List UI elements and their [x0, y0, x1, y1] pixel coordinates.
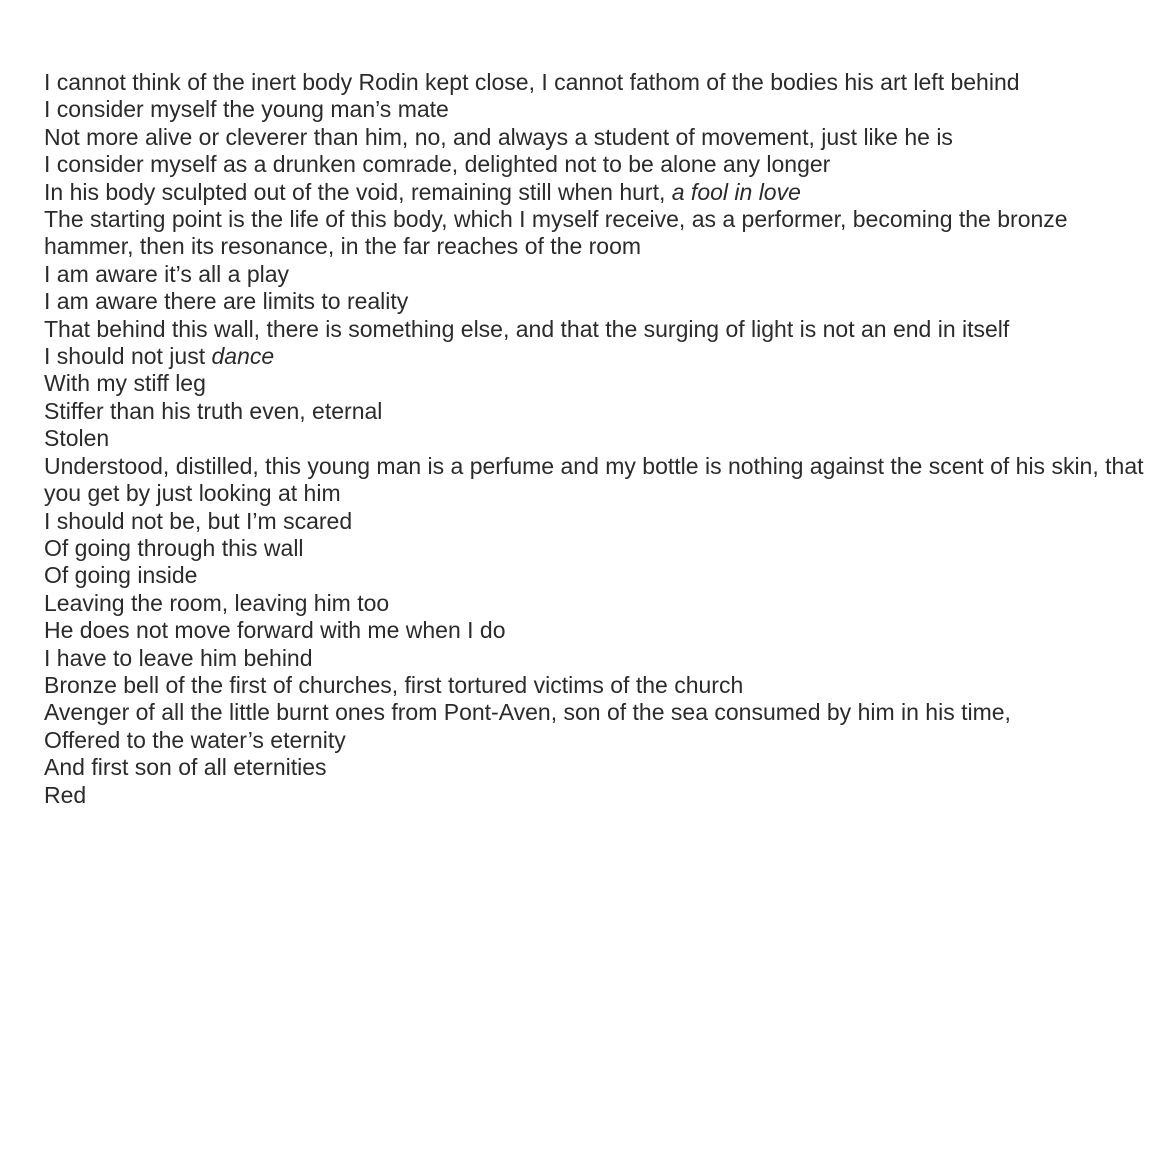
- poem-line: I am aware it’s all a play: [44, 260, 290, 287]
- poem-line: Leaving the room, leaving him too: [44, 589, 390, 616]
- poem-line: With my stiff leg: [44, 370, 206, 397]
- poem-line-emphasis: dance: [211, 343, 275, 370]
- poem-line: That behind this wall, there is something else, and that the surging of light is not an end in itself: [44, 315, 1010, 342]
- poem-line: Of going through this wall: [44, 534, 304, 561]
- poem-line: [44, 179, 1144, 206]
- poem-line-emphasis: a fool in love: [671, 178, 801, 205]
- poem-line-text: I should not just: [44, 343, 212, 370]
- poem-line: Avenger of all the little burnt ones from Pont-Aven, son of the sea consumed by him in his time,: [44, 699, 1011, 726]
- poem-text-block: [44, 69, 1144, 809]
- poem-line: Bronze bell of the first of churches, first tortured victims of the church: [44, 671, 744, 698]
- poem-line: I cannot think of the inert body Rodin kept close, I cannot fathom of the bodies his art left behind: [44, 69, 1020, 95]
- poem-line-text: In his body sculpted out of the void, remaining still when hurt,: [44, 178, 672, 205]
- poem-line: I consider myself the young man’s mate: [44, 96, 449, 123]
- poem-line: He does not move forward with me when I do: [44, 617, 506, 644]
- poem-line: Stolen: [44, 425, 110, 452]
- poem-line: Not more alive or cleverer than him, no, and always a student of movement, just like he is: [44, 123, 953, 150]
- poem-line: Stiffer than his truth even, eternal: [44, 397, 383, 424]
- poem-line: I am aware there are limits to reality: [44, 288, 409, 315]
- poem-line: Offered to the water’s eternity: [44, 726, 346, 753]
- poem-line: Red: [44, 781, 87, 808]
- poem-line: I consider myself as a drunken comrade, delighted not to be alone any longer: [44, 151, 831, 178]
- poem-line: Understood, distilled, this young man is a perfume and my bottle is nothing against the scent of his skin, that you get by just looking at him: [44, 452, 1144, 507]
- poem-line: I should not be, but I’m scared: [44, 507, 353, 534]
- poem-line: I have to leave him behind: [44, 644, 313, 671]
- poem-line: And first son of all eternities: [44, 754, 327, 781]
- poem-line: The starting point is the life of this body, which I myself receive, as a performer, becoming the bronze hammer, then its resonance, in the far reaches of the room: [44, 206, 1068, 260]
- poem-line: Of going inside: [44, 562, 198, 589]
- poem-line: [44, 343, 1144, 370]
